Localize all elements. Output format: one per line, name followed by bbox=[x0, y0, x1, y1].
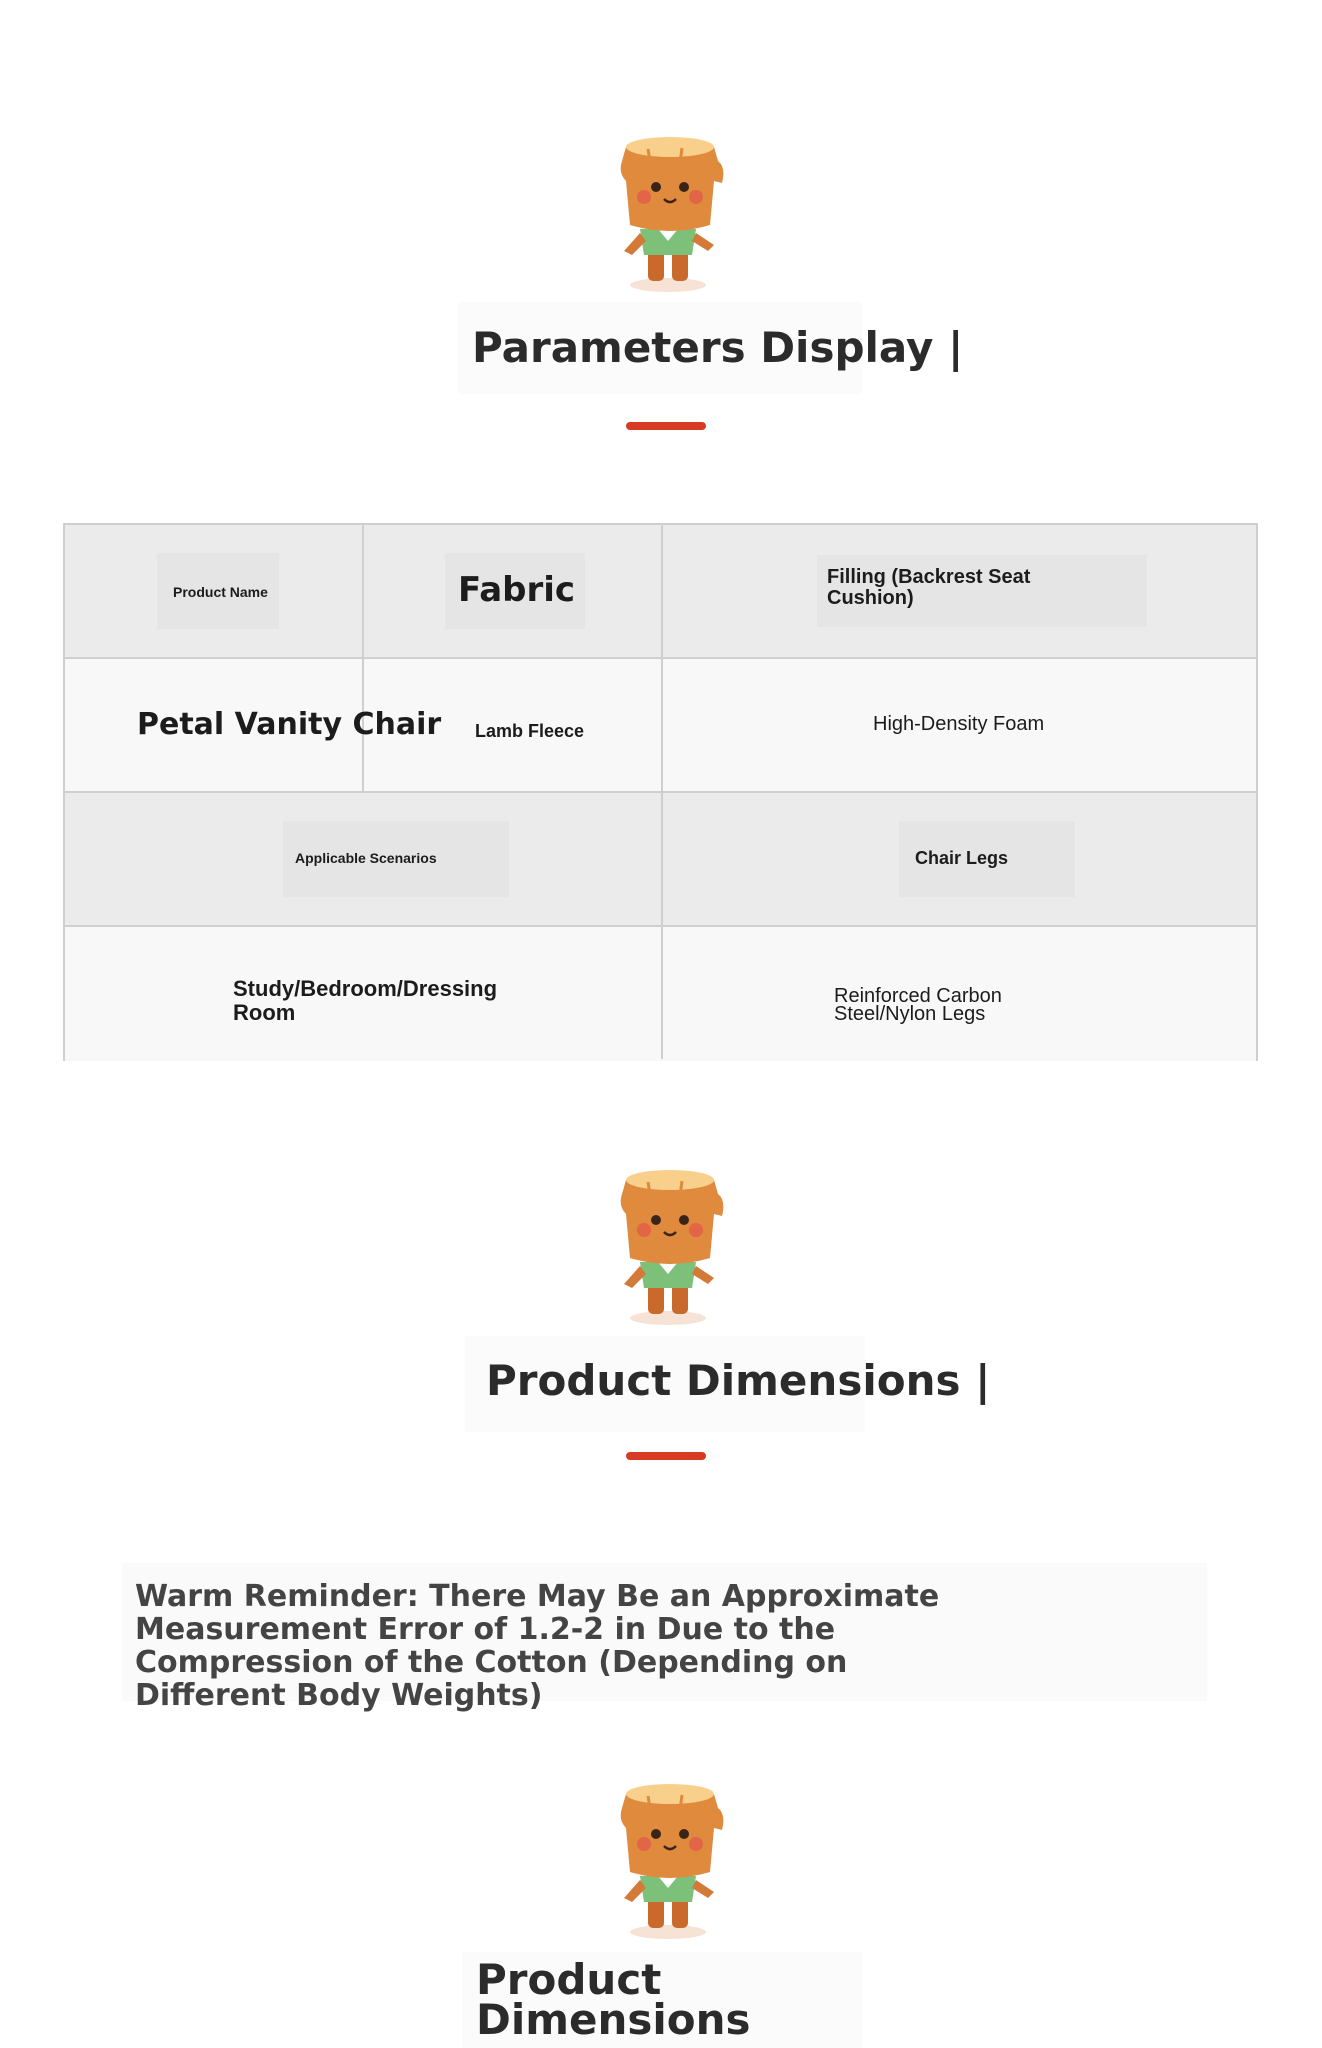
filling-value: High-Density Foam bbox=[873, 713, 1045, 735]
scenarios-value: Study/Bedroom/Dressing Room bbox=[233, 976, 498, 1025]
scenarios-label: Applicable Scenarios bbox=[295, 850, 437, 866]
filling-label: Filling (Backrest Seat Cushion) bbox=[827, 566, 1031, 609]
fabric-label: Fabric bbox=[458, 570, 576, 610]
parameters-table bbox=[63, 523, 1258, 1061]
column-divider bbox=[661, 525, 663, 1059]
tree-stump-mascot-icon bbox=[610, 1166, 736, 1326]
warm-reminder-text: Warm Reminder: There May Be an Approximate Measurement Error of 1.2-2 in Due to the Compression of the Cotton (Depending on Different Body Weights) bbox=[135, 1579, 940, 1713]
section-title-parameters: Parameters Display | bbox=[472, 323, 964, 372]
tree-stump-mascot-icon bbox=[610, 133, 736, 293]
section-title-dimensions-2: Product Dimensions bbox=[476, 1955, 751, 2044]
chair-legs-value: Reinforced Carbon Steel/Nylon Legs bbox=[834, 985, 1002, 1025]
product-name-label: Product Name bbox=[173, 584, 268, 600]
title-underline bbox=[626, 422, 706, 430]
title-underline bbox=[626, 1452, 706, 1460]
product-name-value: Petal Vanity Chair bbox=[137, 707, 442, 742]
section-title-dimensions: Product Dimensions | bbox=[486, 1356, 991, 1405]
column-divider bbox=[362, 525, 364, 791]
chair-legs-label: Chair Legs bbox=[915, 848, 1009, 868]
fabric-value: Lamb Fleece bbox=[475, 721, 585, 741]
tree-stump-mascot-icon bbox=[610, 1780, 736, 1940]
